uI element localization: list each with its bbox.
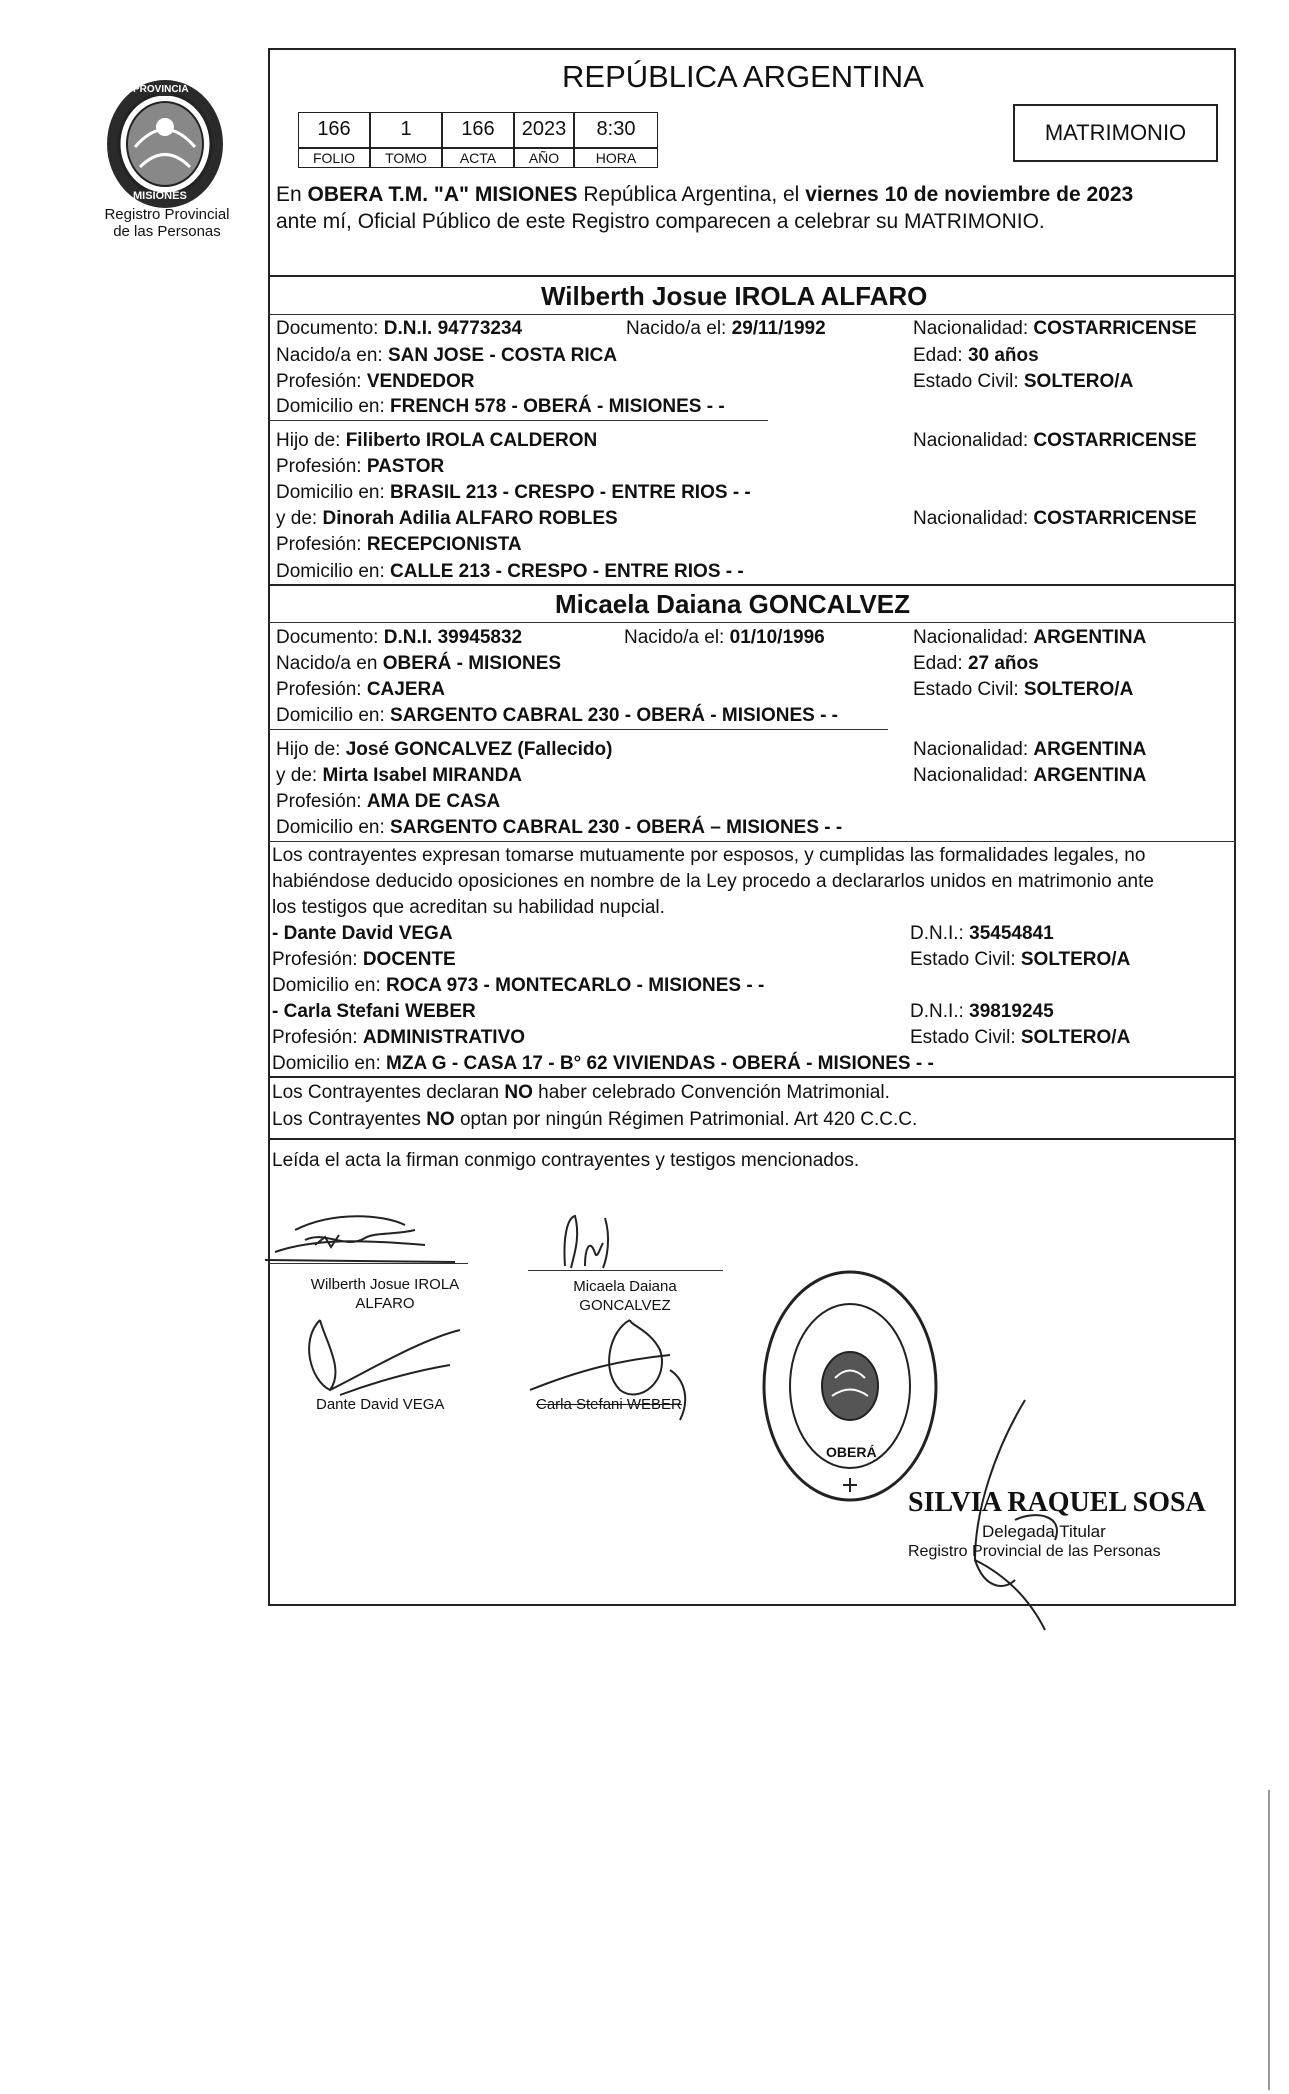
witness2-dni: D.N.I.: 39819245 — [910, 1001, 1054, 1022]
bride-profession: Profesión: CAJERA — [276, 679, 445, 700]
divider-top — [268, 275, 1236, 277]
groom-signature — [255, 1200, 485, 1280]
groom-name: Wilberth Josue IROLA ALFARO — [541, 281, 928, 311]
grid-value-tomo: 1 — [370, 112, 442, 148]
grid-value-ano: 2023 — [514, 112, 574, 148]
bride-signature — [545, 1208, 685, 1278]
bride-father-nationality: Nacionalidad: ARGENTINA — [913, 739, 1147, 760]
closing-text: Leída el acta la firman conmigo contrayentes y testigos mencionados. — [272, 1150, 860, 1171]
intro-line1: En OBERA T.M. "A" MISIONES República Argentina, el viernes 10 de noviembre de 2023 — [276, 183, 1134, 206]
groom-signature-caption-line2: ALFARO — [355, 1295, 415, 1312]
grid-value-hora: 8:30 — [574, 112, 658, 148]
bride-document: Documento: D.N.I. 39945832 — [276, 627, 523, 648]
groom-name-underline — [268, 314, 1236, 315]
groom-mother-profession: Profesión: RECEPCIONISTA — [276, 534, 522, 555]
groom-age: Edad: 30 años — [913, 345, 1039, 366]
groom-civil-status: Estado Civil: SOLTERO/A — [913, 371, 1134, 392]
groom-mother: y de: Dinorah Adilia ALFARO ROBLES — [276, 508, 618, 529]
witness2-signature-caption: Carla Stefani WEBER — [536, 1396, 682, 1413]
record-type-label: MATRIMONIO — [1044, 120, 1187, 145]
logo-caption-line2: de las Personas — [113, 223, 221, 240]
seal-bottom-text: OBERÁ — [826, 1444, 877, 1460]
regime-line1: Los Contrayentes declaran NO haber celebrado Convención Matrimonial. — [272, 1082, 890, 1103]
bride-birthplace: Nacido/a en OBERÁ - MISIONES — [276, 653, 562, 674]
groom-signature-line — [268, 1263, 468, 1264]
groom-profession: Profesión: VENDEDOR — [276, 371, 475, 392]
bride-address: Domicilio en: SARGENTO CABRAL 230 - OBERÁ - MISIONES - - — [276, 705, 839, 726]
groom-father-address: Domicilio en: BRASIL 213 - CRESPO - ENTRE RIOS - - — [276, 482, 751, 503]
grid-label-tomo: TOMO — [370, 148, 442, 168]
bride-birthdate: Nacido/a el: 01/10/1996 — [624, 627, 825, 648]
bride-mother-nationality: Nacionalidad: ARGENTINA — [913, 765, 1147, 786]
bride-name: Micaela Daiana GONCALVEZ — [555, 589, 910, 619]
scan-mark — [1268, 1790, 1270, 2090]
groom-mother-address: Domicilio en: CALLE 213 - CRESPO - ENTRE RIOS - - — [276, 561, 744, 582]
record-type-box — [1013, 104, 1218, 162]
logo-caption-line1: Registro Provincial — [104, 206, 230, 223]
official-title: Delegada Titular — [982, 1522, 1106, 1541]
bride-name-underline — [268, 622, 1236, 623]
divider-regime — [268, 1076, 1236, 1078]
witness2-address: Domicilio en: MZA G - CASA 17 - B° 62 VIVIENDAS - OBERÁ - MISIONES - - — [272, 1053, 934, 1074]
bride-mother: y de: Mirta Isabel MIRANDA — [276, 765, 523, 786]
witness2-profession: Profesión: ADMINISTRATIVO — [272, 1027, 526, 1048]
witness1-signature — [290, 1310, 480, 1410]
bride-signature-caption-line1: Micaela Daiana — [573, 1278, 677, 1295]
groom-father-nationality: Nacionalidad: COSTARRICENSE — [913, 430, 1197, 451]
logo-ring-top: PROVINCIA — [133, 84, 189, 95]
groom-mother-nationality: Nacionalidad: COSTARRICENSE — [913, 508, 1197, 529]
witness1-civil-status: Estado Civil: SOLTERO/A — [910, 949, 1131, 970]
groom-document: Documento: D.N.I. 94773234 — [276, 318, 523, 339]
groom-nationality: Nacionalidad: COSTARRICENSE — [913, 318, 1197, 339]
logo-ring-bottom: MISIONES — [133, 190, 187, 202]
divider-bride-declaration — [268, 841, 1236, 842]
bride-address-underline — [268, 729, 888, 730]
declaration-line1: Los contrayentes expresan tomarse mutuamente por esposos, y cumplidas las formalidades legales, no — [272, 845, 1146, 866]
official-office: Registro Provincial de las Personas — [908, 1543, 1161, 1560]
groom-address: Domicilio en: FRENCH 578 - OBERÁ - MISIONES - - — [276, 396, 725, 417]
divider-closing — [268, 1138, 1236, 1140]
groom-signature-caption-line1: Wilberth Josue IROLA — [310, 1276, 460, 1293]
groom-father-profession: Profesión: PASTOR — [276, 456, 445, 477]
grid-label-acta: ACTA — [442, 148, 514, 168]
witness1-signature-caption: Dante David VEGA — [316, 1396, 445, 1413]
bride-signature-line — [528, 1270, 723, 1271]
declaration-line2: habiéndose deducido oposiciones en nombre de la Ley procedo a declararlos unidos en matrimonio ante — [272, 871, 1154, 892]
bride-nationality: Nacionalidad: ARGENTINA — [913, 627, 1147, 648]
groom-birthplace: Nacido/a en: SAN JOSE - COSTA RICA — [276, 345, 618, 366]
bride-father: Hijo de: José GONCALVEZ (Fallecido) — [276, 739, 613, 760]
grid-value-folio: 166 — [298, 112, 370, 148]
groom-father: Hijo de: Filiberto IROLA CALDERON — [276, 430, 598, 451]
logo-caption — [82, 206, 252, 240]
declaration-line3: los testigos que acreditan su habilidad nupcial. — [272, 897, 665, 918]
witness1-profession: Profesión: DOCENTE — [272, 949, 456, 970]
official-seal — [760, 1268, 940, 1504]
grid-label-ano: AÑO — [514, 148, 574, 168]
intro-line2: ante mí, Oficial Público de este Registro comparecen a celebrar su MATRIMONIO. — [276, 210, 1045, 233]
grid-value-acta: 166 — [442, 112, 514, 148]
grid-label-hora: HORA — [574, 148, 658, 168]
official-name: SILVIA RAQUEL SOSA — [908, 1487, 1206, 1518]
bride-age: Edad: 27 años — [913, 653, 1039, 674]
bride-civil-status: Estado Civil: SOLTERO/A — [913, 679, 1134, 700]
witness1-dni: D.N.I.: 35454841 — [910, 923, 1054, 944]
country-title: REPÚBLICA ARGENTINA — [562, 59, 924, 94]
regime-line2: Los Contrayentes NO optan por ningún Régimen Patrimonial. Art 420 C.C.C. — [272, 1109, 918, 1130]
witness1-name: - Dante David VEGA — [272, 923, 453, 944]
bride-mother-profession: Profesión: AMA DE CASA — [276, 791, 501, 812]
provincial-logo — [95, 72, 235, 212]
witness2-name: - Carla Stefani WEBER — [272, 1001, 476, 1022]
bride-signature-caption-line2: GONCALVEZ — [579, 1297, 671, 1314]
bride-mother-address: Domicilio en: SARGENTO CABRAL 230 - OBERÁ – MISIONES - - — [276, 817, 843, 838]
groom-birthdate: Nacido/a el: 29/11/1992 — [626, 318, 826, 339]
witness1-address: Domicilio en: ROCA 973 - MONTECARLO - MISIONES - - — [272, 975, 765, 996]
witness2-civil-status: Estado Civil: SOLTERO/A — [910, 1027, 1131, 1048]
divider-groom-bride — [268, 584, 1236, 586]
groom-signature-caption — [290, 1275, 480, 1313]
groom-address-underline — [268, 420, 768, 421]
grid-label-folio: FOLIO — [298, 148, 370, 168]
